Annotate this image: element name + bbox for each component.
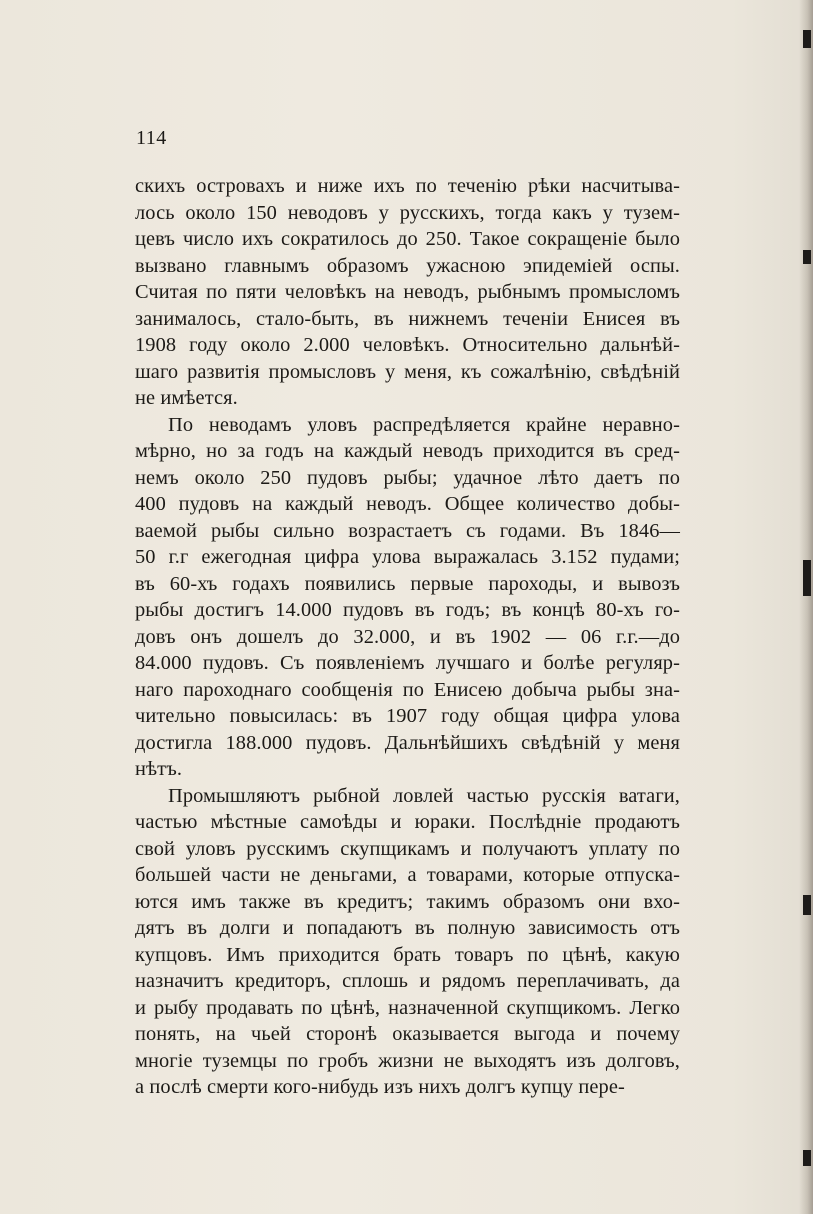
page-number: 114 xyxy=(136,127,167,149)
edge-mark xyxy=(803,250,811,264)
text-line: 400 пудовъ на каждый неводъ. Общее количество добы- xyxy=(135,493,680,515)
text-line: вызвано главнымъ образомъ ужасною эпидеміей оспы. xyxy=(135,254,680,277)
paragraph xyxy=(135,412,680,783)
text-line: шаго развитія промысловъ у меня, къ сожалѣнію, свѣдѣній xyxy=(135,360,680,383)
text-line: занималось, стало-быть, въ нижнемъ теченіи Енисея въ xyxy=(135,307,680,330)
text-line: Промышляютъ рыбной ловлей частью русскія ватаги, xyxy=(168,784,680,807)
paragraph xyxy=(135,173,680,412)
text-line: свой уловъ русскимъ скупщикамъ и получаютъ уплату по xyxy=(135,837,680,860)
paragraph xyxy=(135,783,680,1101)
text-line: назначитъ кредиторъ, сплошь и рядомъ переплачивать, да xyxy=(135,970,680,992)
text-line: дятъ въ долги и попадаютъ въ полную зависимость отъ xyxy=(135,917,680,939)
text-line: нѣтъ. xyxy=(135,758,183,780)
text-line: купцовъ. Имъ приходится брать товаръ по цѣнѣ, какую xyxy=(135,943,680,966)
text-line: 1908 году около 2.000 человѣкъ. Относительно дальнѣй- xyxy=(135,334,680,356)
text-line: довъ онъ дошелъ до 32.000, и въ 1902 — 06 г.г.—до xyxy=(135,625,680,648)
body-text xyxy=(135,173,680,1101)
text-line: мѣрно, но за годъ на каждый неводъ приходится въ сред- xyxy=(135,440,680,462)
text-line: понять, на чьей сторонѣ оказывается выгода и почему xyxy=(135,1023,680,1045)
text-line: а послѣ смерти кого-нибудь изъ нихъ долгъ купцу пере- xyxy=(135,1076,625,1098)
text-line: По неводамъ уловъ распредѣляется крайне неравно- xyxy=(168,413,680,436)
edge-mark xyxy=(803,560,811,596)
text-line: ваемой рыбы сильно возрастаетъ съ годами. Въ 1846— xyxy=(135,519,680,542)
text-line: 84.000 пудовъ. Съ появленіемъ лучшаго и болѣе регуляр- xyxy=(135,652,680,674)
edge-mark xyxy=(803,1150,811,1166)
text-line: частью мѣстные самоѣды и юраки. Послѣдніе продаютъ xyxy=(135,811,680,833)
text-line: наго пароходнаго сообщенія по Енисею добыча рыбы зна- xyxy=(135,678,680,701)
text-line: скихъ островахъ и ниже ихъ по теченію рѣки насчитыва- xyxy=(135,175,680,197)
text-line: чительно повысилась: въ 1907 году общая цифра улова xyxy=(135,705,680,727)
text-line: не имѣется. xyxy=(135,387,238,409)
text-line: цевъ число ихъ сократилось до 250. Такое сокращеніе было xyxy=(135,228,680,250)
text-line: немъ около 250 пудовъ рыбы; удачное лѣто даетъ по xyxy=(135,466,680,489)
page-edge-shadow xyxy=(799,0,813,1214)
text-line: большей части не деньгами, а товарами, которые отпуска- xyxy=(135,864,680,886)
text-line: ются имъ также въ кредитъ; такимъ образомъ они вхо- xyxy=(135,890,680,913)
text-line: Считая по пяти человѣкъ на неводъ, рыбнымъ промысломъ xyxy=(135,281,680,303)
text-line: въ 60-хъ годахъ появились первые пароходы, и вывозъ xyxy=(135,572,680,595)
text-line: многіе туземцы по гробъ жизни не выходятъ изъ долговъ, xyxy=(135,1049,680,1072)
text-line: лось около 150 неводовъ у русскихъ, тогда какъ у тузем- xyxy=(135,201,680,224)
text-line: рыбы достигъ 14.000 пудовъ въ годъ; въ концѣ 80-хъ го- xyxy=(135,599,680,621)
text-line: 50 г.г ежегодная цифра улова выражалась 3.152 пудами; xyxy=(135,546,680,568)
text-line: и рыбу продавать по цѣнѣ, назначенной скупщикомъ. Легко xyxy=(135,996,680,1019)
edge-mark xyxy=(803,895,811,915)
text-line: достигла 188.000 пудовъ. Дальнѣйшихъ свѣдѣній у меня xyxy=(135,731,680,754)
edge-mark xyxy=(803,30,811,48)
